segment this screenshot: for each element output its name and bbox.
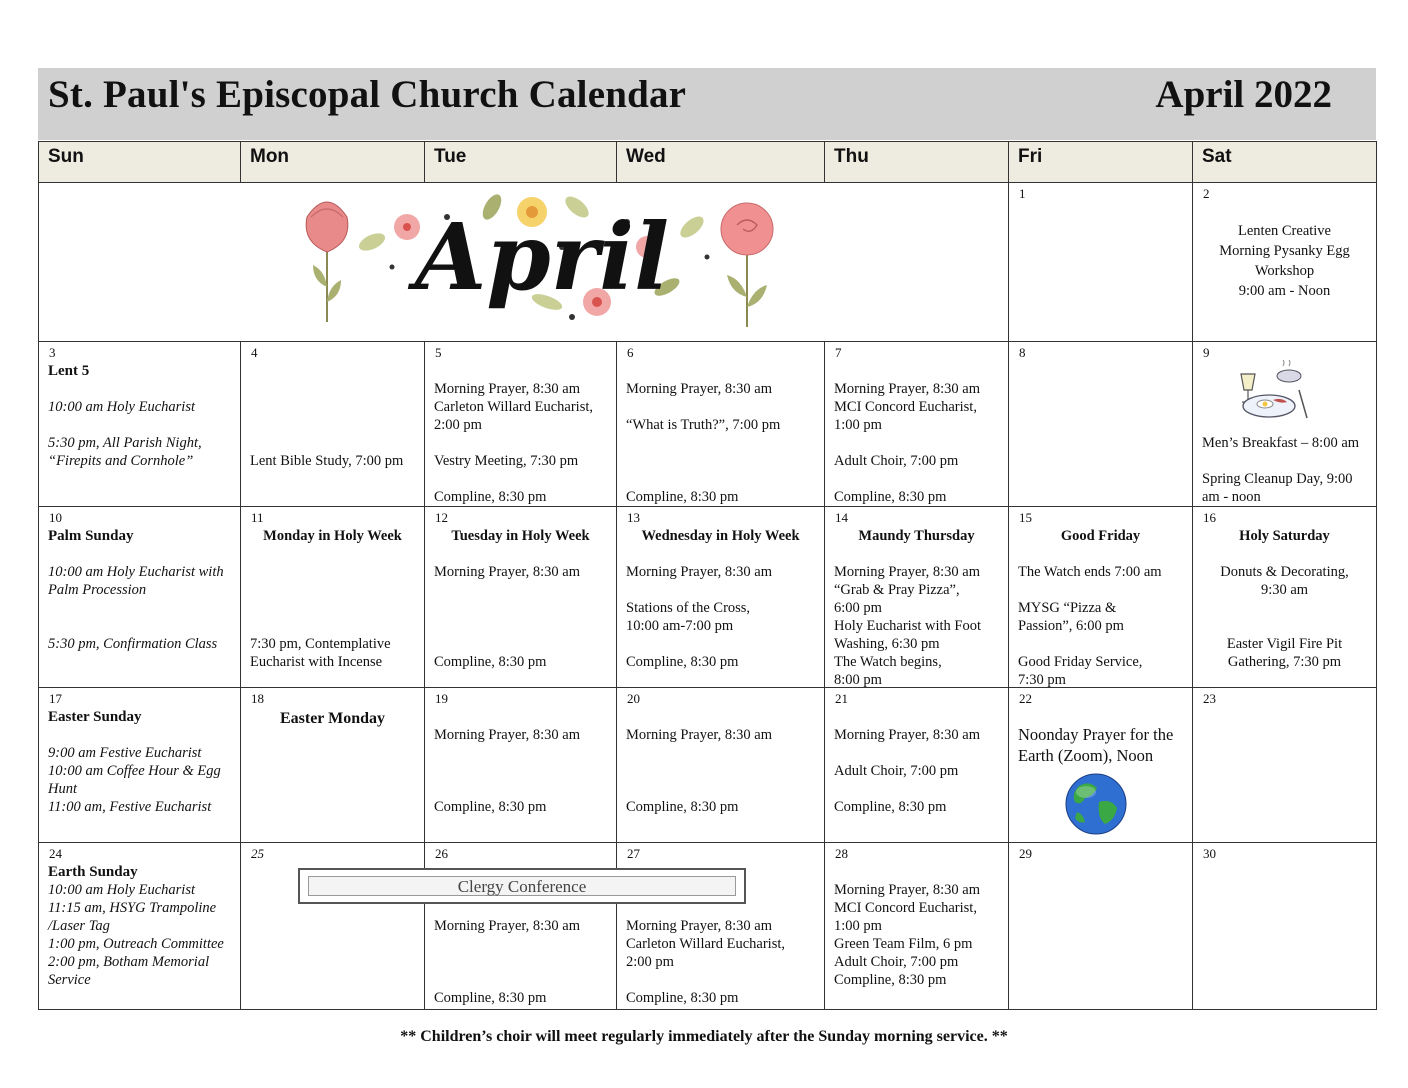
event-line: Holy Eucharist with Foot [834, 618, 982, 634]
day-cell-17 [39, 688, 241, 843]
event-line: 9:30 am [1260, 582, 1309, 598]
event-line: “Firepits and Cornhole” [48, 453, 194, 469]
day-title: Good Friday [1060, 528, 1141, 544]
weekday-wed: Wed [617, 142, 825, 183]
event-line: 11:15 am, HSYG Trampoline [48, 900, 217, 916]
event-line: Compline, 8:30 pm [626, 799, 739, 815]
clergy-conference-banner [298, 868, 746, 904]
event-line: Gathering, 7:30 pm [1227, 654, 1342, 670]
event-line: MYSG “Pizza & [1018, 600, 1117, 616]
event-line: Morning Prayer, 8:30 am [834, 381, 981, 397]
event-line: Compline, 8:30 pm [626, 990, 739, 1006]
day-number: 19 [435, 691, 448, 706]
event-line: 11:00 am, Festive Eucharist [48, 799, 212, 815]
weekday-sat: Sat [1193, 142, 1377, 183]
event-line: Stations of the Cross, [626, 600, 751, 616]
event-line: Morning Prayer, 8:30 am [626, 381, 773, 397]
day-cell-24 [39, 843, 241, 1010]
event-line: 2:00 pm [626, 954, 674, 970]
day-number: 30 [1203, 846, 1216, 861]
event-line: Compline, 8:30 pm [434, 489, 547, 505]
day-cell-2 [1193, 183, 1377, 342]
event-line: Vestry Meeting, 7:30 pm [434, 453, 579, 469]
event-line: 6:00 pm [834, 600, 882, 616]
event-line: Carleton Willard Eucharist, [434, 399, 594, 415]
day-number: 11 [251, 510, 264, 525]
week-row-0 [39, 183, 1377, 342]
event-line: 5:30 pm, All Parish Night, [48, 435, 202, 451]
event-line: Earth (Zoom), Noon [1018, 746, 1154, 765]
event-line: Donuts & Decorating, [1220, 564, 1349, 580]
day-title: Earth Sunday [48, 864, 138, 880]
day-number: 28 [835, 846, 848, 861]
event-line: Morning Prayer, 8:30 am [434, 727, 581, 743]
event-line: Hunt [48, 781, 77, 797]
event-line: Washing, 6:30 pm [834, 636, 940, 652]
day-cell-30 [1193, 843, 1377, 1010]
event-line: 10:00 am Holy Eucharist [48, 882, 195, 898]
day-number: 1 [1019, 186, 1026, 201]
weekday-sun: Sun [39, 142, 241, 183]
event-line: Lenten Creative [1238, 223, 1331, 239]
day-cell-6 [617, 342, 825, 507]
april-script-text: April [414, 203, 670, 311]
day-cell-14 [825, 507, 1009, 688]
day-cell-29 [1009, 843, 1193, 1010]
day-number: 16 [1203, 510, 1216, 525]
event-line: 7:30 pm [1018, 672, 1066, 688]
day-cell-7 [825, 342, 1009, 507]
event-line: Compline, 8:30 pm [834, 799, 947, 815]
event-line: Adult Choir, 7:00 pm [834, 954, 959, 970]
event-line: The Watch begins, [834, 654, 942, 670]
event-line: Green Team Film, 6 pm [834, 936, 973, 952]
day-title: Monday in Holy Week [263, 528, 402, 544]
day-number: 24 [49, 846, 62, 861]
event-line: Compline, 8:30 pm [434, 654, 547, 670]
day-number: 3 [49, 345, 56, 360]
event-line: 2:00 pm [434, 417, 482, 433]
event-line: Palm Procession [48, 582, 147, 598]
event-line: Men’s Breakfast – 8:00 am [1202, 435, 1360, 451]
weekday-mon: Mon [241, 142, 425, 183]
event-line: 10:00 am-7:00 pm [626, 618, 734, 634]
day-number: 12 [435, 510, 448, 525]
day-number: 20 [627, 691, 640, 706]
event-line: Adult Choir, 7:00 pm [834, 763, 959, 779]
day-cell-18 [241, 688, 425, 843]
day-number: 23 [1203, 691, 1216, 706]
event-line: Compline, 8:30 pm [834, 489, 947, 505]
day-cell-10 [39, 507, 241, 688]
day-number: 27 [627, 846, 640, 861]
day-cell-5 [425, 342, 617, 507]
event-line: Adult Choir, 7:00 pm [834, 453, 959, 469]
day-title: Easter Monday [279, 710, 386, 727]
day-number: 6 [627, 345, 634, 360]
month-title: April 2022 [1155, 73, 1332, 116]
event-line: Morning Prayer, 8:30 am [434, 381, 581, 397]
day-title: Holy Saturday [1239, 528, 1330, 544]
event-line: 1:00 pm [834, 417, 882, 433]
weekday-fri: Fri [1009, 142, 1193, 183]
week-row-2 [39, 507, 1377, 688]
day-cell-22 [1009, 688, 1193, 843]
week-row-3 [39, 688, 1377, 843]
april-art-cell [39, 183, 1009, 342]
day-number: 5 [435, 345, 442, 360]
day-cell-12 [425, 507, 617, 688]
event-line: 8:00 pm [834, 672, 882, 688]
event-line: Morning Prayer, 8:30 am [626, 918, 773, 934]
day-title: Palm Sunday [48, 528, 134, 544]
event-line: 1:00 pm [834, 918, 882, 934]
event-line: Spring Cleanup Day, 9:00 [1202, 471, 1353, 487]
page-title: St. Paul's Episcopal Church Calendar [48, 73, 687, 116]
day-cell-9 [1193, 342, 1377, 507]
april-floral-illustration [297, 187, 797, 337]
day-cell-11 [241, 507, 425, 688]
day-cell-21 [825, 688, 1009, 843]
day-number: 7 [835, 345, 842, 360]
event-line: Workshop [1254, 263, 1315, 279]
banner-label: Clergy Conference [457, 877, 587, 896]
event-line: Morning Pysanky Egg [1219, 243, 1350, 259]
footer-note: ** Children’s choir will meet regularly immediately after the Sunday morning service. ** [400, 1028, 1008, 1045]
event-line: Morning Prayer, 8:30 am [434, 918, 581, 934]
event-line: 7:30 pm, Contemplative [250, 636, 391, 652]
event-line: Compline, 8:30 pm [434, 990, 547, 1006]
event-line: 1:00 pm, Outreach Committee [48, 936, 224, 952]
day-cell-4 [241, 342, 425, 507]
day-title: Tuesday in Holy Week [451, 528, 590, 544]
event-line: Morning Prayer, 8:30 am [834, 882, 981, 898]
event-line: Passion”, 6:00 pm [1018, 618, 1124, 634]
event-line: 5:30 pm, Confirmation Class [48, 636, 218, 652]
weekday-thu: Thu [825, 142, 1009, 183]
event-line: 10:00 am Holy Eucharist [48, 399, 195, 415]
event-line: Morning Prayer, 8:30 am [834, 727, 981, 743]
event-line: Good Friday Service, [1018, 654, 1143, 670]
event-line: 9:00 am Festive Eucharist [48, 745, 202, 761]
event-line: Easter Vigil Fire Pit [1226, 636, 1343, 652]
event-line: 2:00 pm, Botham Memorial [48, 954, 210, 970]
weekday-tue: Tue [425, 142, 617, 183]
event-line: Eucharist with Incense [250, 654, 383, 670]
day-number: 2 [1203, 186, 1210, 201]
day-number: 22 [1019, 691, 1032, 706]
day-cell-8 [1009, 342, 1193, 507]
day-number: 21 [835, 691, 848, 706]
event-line: Morning Prayer, 8:30 am [626, 564, 773, 580]
event-line: Compline, 8:30 pm [626, 654, 739, 670]
day-cell-28 [825, 843, 1009, 1010]
event-line: /Laser Tag [48, 918, 110, 934]
day-number: 17 [49, 691, 62, 706]
day-title: Maundy Thursday [858, 528, 975, 544]
weekday-header-row [39, 142, 1377, 183]
day-cell-23 [1193, 688, 1377, 843]
day-cell-13 [617, 507, 825, 688]
day-number: 25 [251, 846, 264, 861]
day-number: 14 [835, 510, 848, 525]
day-cell-1 [1009, 183, 1193, 342]
day-title: Lent 5 [48, 363, 90, 379]
event-line: Lent Bible Study, 7:00 pm [250, 453, 404, 469]
day-number: 9 [1203, 345, 1210, 360]
day-cell-16 [1193, 507, 1377, 688]
earth-globe-icon [1059, 772, 1133, 836]
day-title: Wednesday in Holy Week [641, 528, 800, 544]
day-cell-3 [39, 342, 241, 507]
event-line: The Watch ends 7:00 am [1018, 564, 1162, 580]
day-cell-15 [1009, 507, 1193, 688]
event-line: am - noon [1202, 489, 1261, 505]
event-line: Morning Prayer, 8:30 am [626, 727, 773, 743]
day-number: 26 [435, 846, 448, 861]
day-number: 8 [1019, 345, 1026, 360]
day-number: 4 [251, 345, 258, 360]
event-line: “Grab & Pray Pizza”, [834, 582, 960, 598]
week-row-1 [39, 342, 1377, 507]
day-number: 15 [1019, 510, 1032, 525]
event-line: 9:00 am - Noon [1238, 283, 1331, 299]
day-number: 13 [627, 510, 640, 525]
event-line: Compline, 8:30 pm [834, 972, 947, 988]
event-line: Compline, 8:30 pm [626, 489, 739, 505]
day-cell-19 [425, 688, 617, 843]
day-cell-20 [617, 688, 825, 843]
breakfast-plate-icon [1233, 360, 1313, 426]
event-line: Morning Prayer, 8:30 am [434, 564, 581, 580]
event-line: Morning Prayer, 8:30 am [834, 564, 981, 580]
event-line: Service [48, 972, 91, 988]
day-number: 18 [251, 691, 264, 706]
day-number: 29 [1019, 846, 1032, 861]
event-line: Compline, 8:30 pm [434, 799, 547, 815]
event-line: MCI Concord Eucharist, [834, 900, 977, 916]
day-title: Easter Sunday [48, 709, 142, 725]
event-line: Noonday Prayer for the [1018, 725, 1174, 744]
event-line: “What is Truth?”, 7:00 pm [626, 417, 781, 433]
event-line: MCI Concord Eucharist, [834, 399, 977, 415]
event-line: 10:00 am Coffee Hour & Egg [48, 763, 221, 779]
day-number: 10 [49, 510, 62, 525]
event-line: Carleton Willard Eucharist, [626, 936, 786, 952]
title-bar [38, 68, 1376, 140]
event-line: 10:00 am Holy Eucharist with [48, 564, 224, 580]
